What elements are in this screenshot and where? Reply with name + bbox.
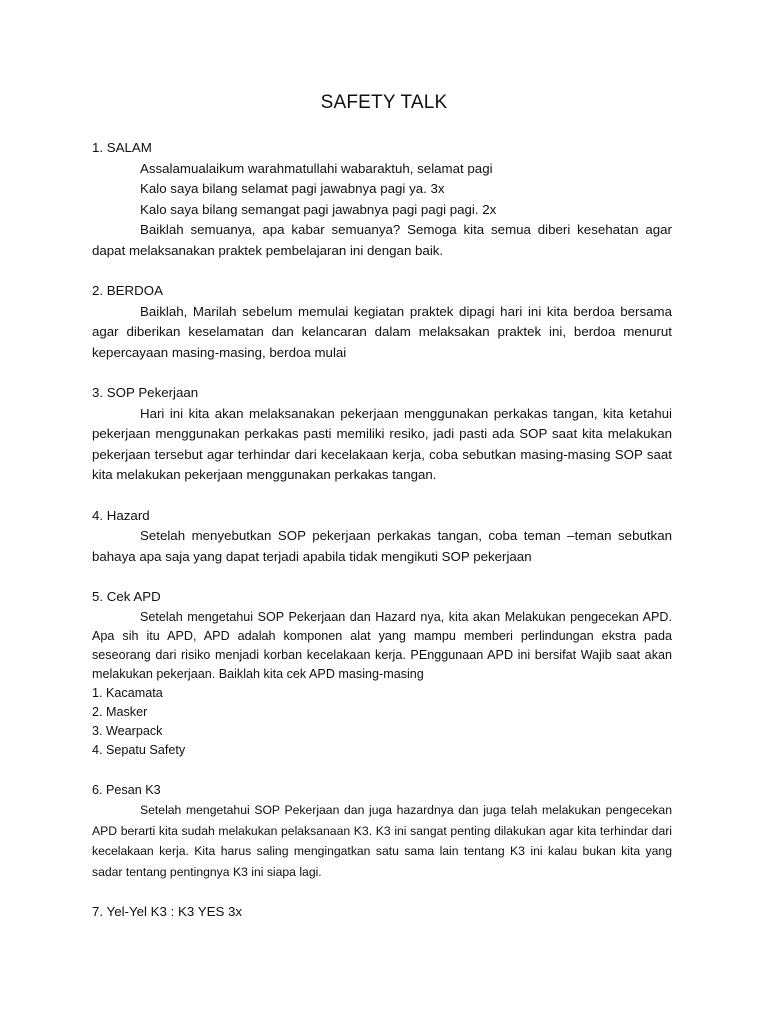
section-heading: 5. Cek APD — [92, 589, 161, 604]
document-body — [92, 138, 672, 943]
document-title: SAFETY TALK — [320, 92, 448, 113]
list-item: 1. Kacamata — [92, 685, 163, 700]
section-berdoa — [92, 281, 672, 363]
apd-list — [92, 684, 672, 760]
list-item: 3. Wearpack — [92, 723, 163, 738]
section-heading: 1. SALAM — [92, 140, 152, 155]
section-heading: 3. SOP Pekerjaan — [92, 385, 199, 400]
text-line: Kalo saya bilang semangat pagi jawabnya pagi pagi pagi. 2x — [140, 201, 497, 217]
section-cek-apd — [92, 587, 672, 760]
section-hazard — [92, 506, 672, 568]
section-paragraph: Hari ini kita akan melaksanakan pekerjaan menggunakan perkakas tangan, kita ketahui pekerjaan menggunakan perkakas pasti memiliki resiko, jadi pasti ada SOP saat kita melakukan pekerjaan tersebut agar terhindar dari kecelakaan kerja, coba sebutkan masing-masing SOP saat kita melakukan pekerjaan menggunakan perkakas tangan. — [92, 405, 672, 482]
section-sop-pekerjaan — [92, 383, 672, 486]
section-paragraph: Setelah menyebutkan SOP pekerjaan perkakas tangan, coba teman –teman sebutkan bahaya apa saja yang dapat terjadi apabila tidak mengikuti SOP pekerjaan — [92, 528, 672, 564]
section-paragraph: Setelah mengetahui SOP Pekerjaan dan Hazard nya, kita akan Melakukan pengecekan APD. Apa sih itu APD, APD adalah komponen alat yang mampu memberi perlindungan ekstra pada seseorang dari risiko menjadi korban kecelakaan kerja. PEnggunaan APD ini bersifat Wajib saat akan melakukan pekerjaan. Baiklah kita cek APD masing-masing — [92, 609, 672, 681]
section-heading: 6. Pesan K3 — [92, 782, 161, 797]
section-paragraph: Baiklah, Marilah sebelum memulai kegiatan praktek dipagi hari ini kita berdoa bersama agar diberikan keselamatan dan kelancaran dalam melaksakan praktek ini, berdoa menurut kepercayaan masing-masing, berdoa mulai — [92, 303, 672, 360]
section-heading: 4. Hazard — [92, 507, 150, 523]
section-pesan-k3 — [92, 780, 672, 883]
section-paragraph: Baiklah semuanya, apa kabar semuanya? Semoga kita semua diberi kesehatan agar dapat melaksanakan praktek pembelajaran ini dengan baik. — [92, 222, 672, 258]
list-item: 2. Masker — [92, 704, 148, 719]
section-paragraph: Setelah mengetahui SOP Pekerjaan dan juga hazardnya dan juga telah melakukan pengecekan APD berarti kita sudah melakukan pelaksanaan K3. K3 ini sangat penting dilakukan agar kita terhindar dari kecelakaan kerja. Kita harus saling mengingatkan satu sama lain tentang K3 ini kalau bukan kita yang sadar tentang pentingnya K3 ini siapa lagi. — [92, 803, 672, 879]
section-salam — [92, 138, 672, 261]
section-yel-yel — [92, 902, 672, 923]
section-heading: 7. Yel-Yel K3 : K3 YES 3x — [92, 904, 243, 919]
list-item: 4. Sepatu Safety — [92, 742, 186, 757]
text-line: Assalamualaikum warahmatullahi wabaraktuh, selamat pagi — [140, 160, 493, 176]
section-heading: 2. BERDOA — [92, 283, 163, 298]
text-line: Kalo saya bilang selamat pagi jawabnya pagi ya. 3x — [140, 181, 445, 196]
